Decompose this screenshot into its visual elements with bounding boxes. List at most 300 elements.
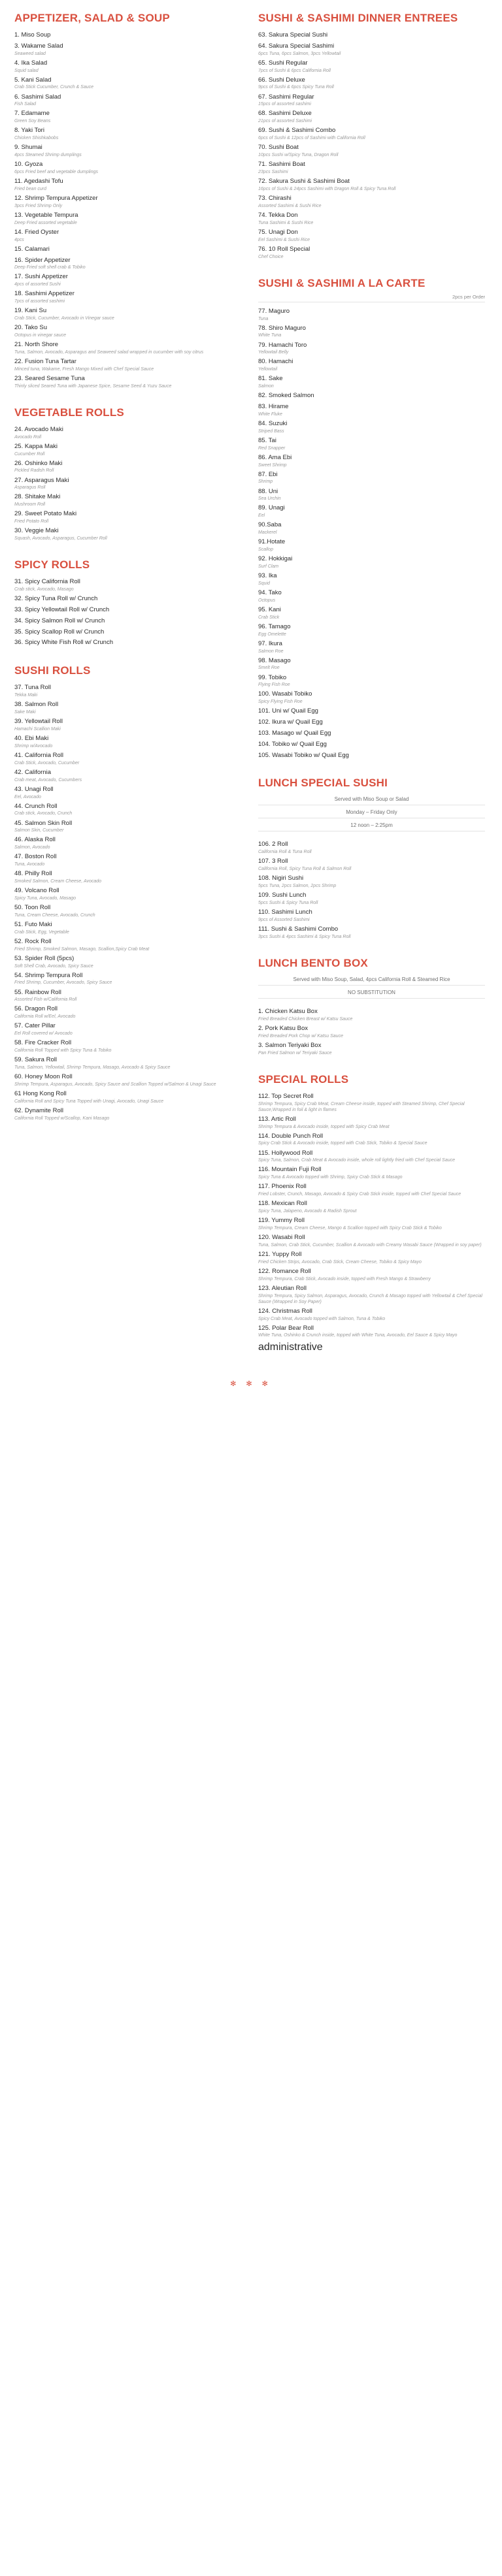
menu-item[interactable] xyxy=(14,1005,241,1020)
menu-item[interactable] xyxy=(14,921,241,935)
menu-item[interactable] xyxy=(14,820,241,834)
item-name: 15. Calamari xyxy=(14,245,50,253)
item-name: 93. Ika xyxy=(258,572,277,580)
menu-item[interactable] xyxy=(14,93,241,108)
menu-item[interactable] xyxy=(14,1090,241,1104)
menu-item[interactable] xyxy=(258,752,485,760)
item-desc: Crab stick, Avocado, Crunch xyxy=(14,811,73,816)
item-name: 108. Nigiri Sushi xyxy=(258,875,304,882)
menu-item[interactable] xyxy=(14,110,241,124)
item-desc: California Roll, Spicy Tuna Roll & Salmon Roll xyxy=(258,867,352,872)
item-desc: Spicy Crab Stick & Avocado inside, topped with Crab Stick, Tobiko & Special Sauce xyxy=(258,1141,427,1146)
menu-item[interactable] xyxy=(14,684,241,698)
item-name: 6. Sashimi Salad xyxy=(14,93,61,101)
item-name: 71. Sashimi Boat xyxy=(258,161,305,169)
item-name: 94. Tako xyxy=(258,589,282,596)
menu-item[interactable] xyxy=(14,341,241,355)
menu-item[interactable] xyxy=(258,1308,485,1322)
menu-item[interactable] xyxy=(258,1042,485,1056)
item-name: 69. Sushi & Sashimi Combo xyxy=(258,127,336,135)
menu-item[interactable] xyxy=(14,752,241,766)
menu-item[interactable] xyxy=(258,623,485,637)
menu-item[interactable] xyxy=(14,1039,241,1054)
menu-item[interactable] xyxy=(258,161,485,175)
menu-item[interactable] xyxy=(14,639,241,647)
item-desc: Red Snapper xyxy=(258,445,286,451)
item-name: 12. Shrimp Tempura Appetizer xyxy=(14,195,98,202)
item-name: 55. Rainbow Roll xyxy=(14,988,61,996)
menu-item[interactable] xyxy=(258,1116,485,1130)
menu-item[interactable] xyxy=(258,178,485,192)
menu-item[interactable] xyxy=(14,358,241,372)
item-desc: Smoked Salmon, Cream Cheese, Avocado xyxy=(14,879,102,884)
item-desc: Octopus in vinegar sauce xyxy=(14,332,66,338)
menu-item[interactable] xyxy=(258,572,485,587)
menu-item[interactable] xyxy=(14,836,241,850)
item-name: 3. Salmon Teriyaki Box xyxy=(258,1041,322,1049)
menu-item[interactable] xyxy=(14,375,241,389)
item-name: 89. Unagi xyxy=(258,504,285,512)
menu-item[interactable] xyxy=(258,76,485,91)
menu-item[interactable] xyxy=(258,538,485,553)
item-name: 7. Edamame xyxy=(14,110,50,118)
item-name: 4. Ika Salad xyxy=(14,59,48,67)
menu-item[interactable] xyxy=(14,144,241,158)
item-name: 64. Sakura Special Sashimi xyxy=(258,42,335,50)
menu-item[interactable] xyxy=(14,426,241,440)
item-desc: Shrimp xyxy=(258,479,273,485)
item-name: 88. Uni xyxy=(258,487,278,495)
item-desc: California Roll Topped with Spicy Tuna & Tobiko xyxy=(14,1048,112,1054)
menu-item[interactable] xyxy=(14,735,241,749)
item-desc: Spicy Tuna, Jalapeno, Avocado & Radish Sprout xyxy=(258,1209,357,1214)
menu-item[interactable] xyxy=(258,858,485,872)
item-desc: 9pcs of Assorted Sashimi xyxy=(258,917,310,922)
menu-item[interactable] xyxy=(14,460,241,474)
menu-item[interactable] xyxy=(14,955,241,969)
menu-item[interactable] xyxy=(14,853,241,867)
item-desc: Eel Sashimi & Sushi Rice xyxy=(258,237,310,242)
item-desc: Mackerel xyxy=(258,530,277,536)
menu-item[interactable] xyxy=(258,1251,485,1265)
menu-item[interactable] xyxy=(258,1166,485,1180)
menu-item[interactable] xyxy=(258,1008,485,1022)
item-desc: Fried Breaded Chicken Breast w/ Katsu Sauce xyxy=(258,1016,353,1022)
item-desc: Fried Shrimp, Cucumber, Avocado, Spicy Sauce xyxy=(14,980,112,986)
item-name: 101. Uni w/ Quail Egg xyxy=(258,707,318,715)
left-column xyxy=(14,12,241,1138)
menu-item[interactable] xyxy=(258,589,485,604)
menu-item[interactable] xyxy=(258,42,485,57)
item-name: 75. Unagi Don xyxy=(258,228,298,236)
menu-item[interactable] xyxy=(258,926,485,940)
menu-item[interactable] xyxy=(14,887,241,901)
menu-item[interactable] xyxy=(14,786,241,800)
item-name: 95. Kani xyxy=(258,605,281,613)
menu-item[interactable] xyxy=(14,324,241,338)
menu-item[interactable] xyxy=(258,212,485,226)
item-name: 58. Fire Cracker Roll xyxy=(14,1039,72,1047)
item-name: 20. Tako Su xyxy=(14,324,48,332)
menu-item[interactable] xyxy=(258,358,485,372)
item-name: 76. 10 Roll Special xyxy=(258,245,310,253)
item-name: 109. Sushi Lunch xyxy=(258,892,307,899)
item-desc: Cucumber Roll xyxy=(14,451,45,457)
item-name: 79. Hamachi Toro xyxy=(258,341,307,349)
item-name: 99. Tobiko xyxy=(258,673,287,681)
menu-item[interactable] xyxy=(258,640,485,654)
section-title: SUSHI & SASHIMI DINNER ENTREES xyxy=(258,12,458,24)
item-name: 5. Kani Salad xyxy=(14,76,52,84)
item-desc: Tuna, Avocado xyxy=(14,862,45,867)
item-desc: Striped Bass xyxy=(258,428,284,434)
menu-item[interactable] xyxy=(258,841,485,855)
item-name: 57. Cater Pillar xyxy=(14,1022,56,1030)
item-desc: California Roll Topped w/Scallop, Kani Masago xyxy=(14,1116,110,1121)
item-desc: Soft Shell Crab, Avocado, Spicy Sauce xyxy=(14,963,93,969)
menu-item[interactable] xyxy=(258,127,485,141)
item-desc: Hamachi Scallion Maki xyxy=(14,726,61,732)
menu-item[interactable] xyxy=(14,595,241,604)
menu-item[interactable] xyxy=(258,892,485,906)
item-desc: Tuna xyxy=(258,316,269,321)
menu-item[interactable] xyxy=(14,290,241,304)
menu-item[interactable] xyxy=(258,1234,485,1248)
bento-served-note: Served with Miso Soup, Salad, 4pcs California Roll & Steamed Rice xyxy=(293,976,450,982)
item-name: 81. Sake xyxy=(258,375,283,383)
menu-item[interactable] xyxy=(14,769,241,783)
menu-item[interactable] xyxy=(258,403,485,417)
item-name: 97. Ikura xyxy=(258,639,282,647)
menu-item[interactable] xyxy=(258,1025,485,1039)
item-desc: White Tuna xyxy=(258,333,282,338)
menu-item[interactable] xyxy=(14,229,241,243)
lunch-served-note: Served with Miso Soup or Salad xyxy=(334,796,409,803)
item-name: 1. Miso Soup xyxy=(14,31,51,39)
menu-item[interactable] xyxy=(258,674,485,688)
item-desc: 7pcs of assorted sashimi xyxy=(14,299,65,304)
menu-item[interactable] xyxy=(258,392,485,400)
menu-item[interactable] xyxy=(14,195,241,209)
item-name: 78. Shiro Maguro xyxy=(258,324,306,332)
menu-item[interactable] xyxy=(14,273,241,287)
menu-item[interactable] xyxy=(258,454,485,468)
menu-item[interactable] xyxy=(14,477,241,491)
item-name: 77. Maguro xyxy=(258,307,290,315)
item-name: 61 Hong Kong Roll xyxy=(14,1090,67,1097)
item-name: 11. Agedashi Tofu xyxy=(14,178,63,185)
menu-item[interactable] xyxy=(258,93,485,108)
menu-item[interactable] xyxy=(258,308,485,322)
item-name: 51. Futo Maki xyxy=(14,920,52,928)
item-name: 118. Mexican Roll xyxy=(258,1200,307,1208)
menu-item[interactable] xyxy=(258,59,485,74)
item-name: 13. Vegetable Tempura xyxy=(14,211,78,219)
menu-item[interactable] xyxy=(14,161,241,175)
divider xyxy=(258,998,485,999)
item-name: 42. California xyxy=(14,768,51,776)
item-desc: Shrimp Tempura, Spicy Crab Meat, Cream Cheese inside, topped with Steamed Shrimp, Chef Special Sauce,Wrapped in foil & light in flames xyxy=(258,1101,465,1112)
item-desc: Fried Lobster, Crunch, Masago, Avocado & Spicy Crab Stick inside, topped with Chef Special Sauce xyxy=(258,1192,461,1197)
item-desc: 3pcs Sushi & 4pcs Sashimi & Spicy Tuna Roll xyxy=(258,934,351,939)
menu-item[interactable] xyxy=(258,690,485,705)
item-desc: Smelt Roe xyxy=(258,666,280,671)
item-name: 22. Fusion Tuna Tartar xyxy=(14,357,76,365)
item-desc: White Tuna, Oshinko & Crunch inside, topped with White Tuna, Avocado, Eel Sauce & Spicy Mayo xyxy=(258,1333,458,1338)
item-name: 37. Tuna Roll xyxy=(14,684,51,692)
item-name: 111. Sushi & Sashimi Combo xyxy=(258,925,339,933)
menu-item[interactable] xyxy=(14,606,241,615)
menu-item[interactable] xyxy=(14,1022,241,1037)
item-name: 98. Masago xyxy=(258,656,291,664)
item-desc: 3pcs Fried Shrimp Only xyxy=(14,203,63,208)
menu-item[interactable] xyxy=(258,110,485,124)
menu-item[interactable] xyxy=(258,1150,485,1164)
item-name: 38. Salmon Roll xyxy=(14,701,59,709)
item-desc: Surf Clam xyxy=(258,564,279,569)
menu-item[interactable] xyxy=(258,741,485,749)
menu-item[interactable] xyxy=(258,195,485,209)
item-desc: Pan Fried Salmon w/ Teriyaki Sauce xyxy=(258,1050,332,1055)
menu-item[interactable] xyxy=(14,938,241,952)
item-desc: 15pcs of assorted sashimi xyxy=(258,102,311,107)
menu-columns xyxy=(14,12,488,1370)
menu-item[interactable] xyxy=(14,257,241,271)
section-title: SUSHI & SASHIMI A LA CARTE xyxy=(258,276,426,289)
item-name: 16. Spider Appetizer xyxy=(14,256,71,264)
menu-item[interactable] xyxy=(258,1093,485,1113)
item-name: 83. Hirame xyxy=(258,403,289,411)
item-list xyxy=(258,308,485,760)
item-desc: Tuna, Salmon, Yellowtail, Shrimp Tempura, Masago, Avocado & Spicy Sauce xyxy=(14,1065,171,1070)
item-desc: Spicy Tuna, Salmon, Crab Meat & Avocado inside, whole roll lightly fried with Chef Special Sauce xyxy=(258,1158,456,1163)
item-desc: 9pcs of Sushi & 6pcs Spicy Tuna Roll xyxy=(258,85,334,90)
item-name: 18. Sashimi Appetizer xyxy=(14,290,75,298)
item-name: 23. Seared Sesame Tuna xyxy=(14,374,85,382)
item-desc: Tuna, Salmon, Avocado, Asparagus and Seaweed salad wrapped in cucumber with soy citrus xyxy=(14,349,204,355)
item-desc: Fried Potato Roll xyxy=(14,519,49,524)
item-desc: Crab meat, Avocado, Cucumbers xyxy=(14,777,82,782)
item-desc: Fried Breaded Pork Chop w/ Katsu Sauce xyxy=(258,1033,343,1038)
menu-item[interactable] xyxy=(14,1107,241,1121)
item-name: 54. Shrimp Tempura Roll xyxy=(14,971,83,979)
menu-item[interactable] xyxy=(258,875,485,889)
section-title: LUNCH BENTO BOX xyxy=(258,956,368,969)
section-title: SUSHI ROLLS xyxy=(14,664,91,677)
menu-item[interactable] xyxy=(14,989,241,1003)
item-name: 102. Ikura w/ Quail Egg xyxy=(258,718,323,726)
menu-item[interactable] xyxy=(258,342,485,356)
item-name: 82. Smoked Salmon xyxy=(258,392,314,400)
item-desc: Octopus xyxy=(258,598,276,603)
item-desc: 10pcs Sushi w/Spicy Tuna, Dragon Roll xyxy=(258,153,339,158)
menu-item[interactable] xyxy=(258,144,485,158)
item-name: 105. Wasabi Tobiko w/ Quail Egg xyxy=(258,751,349,759)
menu-item[interactable] xyxy=(14,701,241,715)
item-desc: Tekka Maki xyxy=(14,693,38,698)
menu-item[interactable] xyxy=(258,325,485,339)
menu-item[interactable] xyxy=(14,628,241,637)
menu-item[interactable] xyxy=(258,1217,485,1231)
menu-item[interactable] xyxy=(258,1133,485,1147)
item-desc: Fried Chicken Strips, Avocado, Crab Stick, Cream Cheese, Tobiko & Spicy Mayo xyxy=(258,1259,422,1264)
item-desc: Assorted Fish w/California Roll xyxy=(14,997,77,1003)
menu-item[interactable] xyxy=(14,307,241,321)
menu-item[interactable] xyxy=(258,471,485,485)
menu-item[interactable] xyxy=(14,1073,241,1087)
item-desc: 5pcs Tuna, 2pcs Salmon, 2pcs Shrimp xyxy=(258,884,337,889)
menu-item[interactable] xyxy=(14,246,241,254)
menu-item[interactable] xyxy=(14,212,241,226)
item-desc: Fried bean curd xyxy=(14,186,47,191)
menu-item[interactable] xyxy=(258,606,485,620)
item-name: 27. Asparagus Maki xyxy=(14,476,69,484)
item-list xyxy=(258,1008,485,1056)
menu-item[interactable] xyxy=(14,42,241,57)
item-name: 17. Sushi Appetizer xyxy=(14,273,68,281)
menu-item[interactable] xyxy=(258,437,485,451)
item-desc: Crab stick, Avocado, Masago xyxy=(14,587,74,592)
item-desc: Crab Stick, Egg, Vegetable xyxy=(14,929,69,935)
item-desc: 21pcs of assorted Sashimi xyxy=(258,119,312,124)
section-sushi-sashimi-a-la-carte xyxy=(258,277,485,760)
menu-item[interactable] xyxy=(258,909,485,923)
menu-item[interactable] xyxy=(258,246,485,260)
item-list: 112. Top Secret Roll Shrimp Tempura, Spicy Crab Meat, Cream Cheese inside, topped with Steamed Shrimp, Chef Special Sauce,Wrapped in foil & light in flames 113. Artic Roll Shrimp Tempura & Avocado inside, topped with Spicy Crab Meat 114. Double Punch Roll Spicy Crab Stick & Avocado inside, topped with Crab Stick, Tobiko & Special Sauce 115. Hollywood Roll Spicy Tuna, Salmon, Crab Meat & Avocado inside, whole roll lightly fried with Chef Special Sauce 116. Mountain Fuji Roll Spicy Tuna & Avocado topped with Shrimp, Spicy Crab Stick & Masago 117. Phoenix Roll Fried Lobster, Crunch, Masago, Avocado & Spicy Crab Stick inside, topped with Chef Special Sauce 118. Mexican Roll Spicy Tuna, Jalapeno, Avocado & Radish Sprout 119. Yummy Roll Shrimp Tempura, Cream Cheese, Mango & Scallion topped with Spicy Crab Stick & Tobiko 120. Wasabi Roll Tuna, Salmon, Crab Stick, Cucumber, Scallion & Avocado with Creamy Wasabi Sauce (Wrapped in soy paper) 121. Yuppy Roll Fried Chicken Strips, Avocado, Crab Stick, Cream Cheese, Tobiko & Spicy Mayo 122. Romance Roll Shrimp Tempura, Crab Stick, Avocado inside, topped with Fresh Mango & Strawberry 123. Aleutian Roll Shrimp Tempura, Spicy Salmon, Asparagus, Avocado, Crunch & Masago topped with Yellowtail & Chef Special Sauce (Wrapped in Soy Paper) 124. Christmas Roll Spicy Crab Meat, Avocado topped with Salmon, Tuna & Tobiko 125. Polar Bear Roll White Tuna, Oshinko & Crunch inside, topped with White Tuna, Avocado, Eel Sauce & Spicy Mayo administrative xyxy=(258,1093,485,1353)
item-name: 66. Sushi Deluxe xyxy=(258,76,305,84)
item-name: 14. Fried Oyster xyxy=(14,228,59,236)
menu-item[interactable] xyxy=(258,1268,485,1282)
item-name: 8. Yaki Tori xyxy=(14,127,44,135)
item-name: 52. Rock Roll xyxy=(14,937,52,945)
section-title: VEGETABLE ROLLS xyxy=(14,406,124,419)
menu-item[interactable] xyxy=(258,521,485,536)
item-desc: Sea Urchin xyxy=(258,496,281,502)
menu-item[interactable] xyxy=(14,76,241,91)
item-name: 2. Pork Katsu Box xyxy=(258,1024,309,1032)
item-name: 49. Volcano Roll xyxy=(14,887,59,895)
item-name: 32. Spicy Tuna Roll w/ Crunch xyxy=(14,595,98,603)
item-list xyxy=(14,31,241,389)
item-desc: 16pcs of Sushi & 24pcs Sashimi with Dragon Roll & Spicy Tuna Roll xyxy=(258,186,396,191)
item-desc: Shrimp Tempura, Asparagus, Avocado, Spicy Sauce and Scallion Topped w/Salmon & Unagi Sauce xyxy=(14,1082,216,1087)
item-desc: Chicken Shishkabobs xyxy=(14,136,59,141)
item-name: 24. Avocado Maki xyxy=(14,425,63,433)
menu-item[interactable] xyxy=(258,707,485,716)
menu-item[interactable] xyxy=(258,504,485,519)
menu-item[interactable] xyxy=(258,229,485,243)
menu-item[interactable] xyxy=(14,904,241,918)
menu-item[interactable] xyxy=(14,178,241,192)
footer-flowers: ✻ ✻ ✻ xyxy=(230,1379,272,1388)
item-name: 40. Ebi Maki xyxy=(14,734,49,742)
item-name: 70. Sushi Boat xyxy=(258,144,299,152)
right-column xyxy=(258,12,485,1370)
item-name: 67. Sashimi Regular xyxy=(258,93,314,101)
menu-item[interactable] xyxy=(14,972,241,986)
menu-item[interactable] xyxy=(258,1183,485,1197)
menu-item[interactable] xyxy=(14,31,241,40)
section-lunch-special-sushi xyxy=(258,777,485,939)
menu-item[interactable] xyxy=(258,718,485,727)
item-desc: Crab Stick Cucumber, Crunch & Sauce xyxy=(14,85,93,90)
item-name: 72. Sakura Sushi & Sashimi Boat xyxy=(258,178,350,185)
item-desc: Salmon xyxy=(258,384,274,389)
menu-item[interactable] xyxy=(14,443,241,457)
item-desc: Yellowtail Belly xyxy=(258,350,289,355)
menu-item[interactable] xyxy=(14,870,241,884)
item-desc: Eel, Avocado xyxy=(14,794,41,799)
item-name: 28. Shitake Maki xyxy=(14,493,61,501)
menu-item[interactable] xyxy=(14,718,241,732)
item-desc: Green Soy Beans xyxy=(14,119,51,124)
item-list xyxy=(14,426,241,541)
item-name: 34. Spicy Salmon Roll w/ Crunch xyxy=(14,617,105,624)
menu-item[interactable] xyxy=(14,527,241,541)
item-desc: Shrimp Tempura, Cream Cheese, Mango & Scallion topped with Spicy Crab Stick & Tobiko xyxy=(258,1225,442,1231)
item-desc: Salmon, Avocado xyxy=(14,845,50,850)
item-name: 124. Christmas Roll xyxy=(258,1307,312,1315)
menu-item[interactable] xyxy=(14,59,241,74)
item-desc: Tuna Sashimi & Sushi Rice xyxy=(258,220,314,225)
menu-item[interactable] xyxy=(258,488,485,502)
menu-item[interactable] xyxy=(258,730,485,738)
item-desc: 4pcs of assorted Sushi xyxy=(14,282,61,287)
item-name: 90.Saba xyxy=(258,521,282,529)
section-title: LUNCH SPECIAL SUSHI xyxy=(258,777,388,790)
item-desc: 4pcs xyxy=(14,237,24,242)
menu-item[interactable] xyxy=(258,1200,485,1214)
item-name: 121. Yuppy Roll xyxy=(258,1250,302,1258)
item-desc: Crab Stick, Cucumber, Avocado in Vinegar sauce xyxy=(14,316,114,321)
section-appetizer-salad-soup xyxy=(14,12,241,389)
menu-item[interactable] xyxy=(258,1285,485,1305)
menu-item[interactable] xyxy=(258,555,485,570)
item-desc: 7pcs of Sushi & 6pcs California Roll xyxy=(258,68,331,73)
item-desc: Squid salad xyxy=(14,68,39,73)
menu-item[interactable] xyxy=(14,510,241,524)
item-desc: Flying Fish Roe xyxy=(258,683,290,688)
divider xyxy=(258,985,485,986)
menu-item[interactable] xyxy=(14,617,241,626)
menu-item[interactable] xyxy=(14,493,241,507)
item-name: 25. Kappa Maki xyxy=(14,442,58,450)
item-name: 59. Sakura Roll xyxy=(14,1056,57,1064)
item-desc: Eel Roll covered w/ Avocado xyxy=(14,1031,73,1037)
menu-item[interactable] xyxy=(258,31,485,40)
menu-item[interactable] xyxy=(258,657,485,671)
item-name: 110. Sashimi Lunch xyxy=(258,909,312,916)
item-desc: Sweet Shrimp xyxy=(258,462,287,468)
item-desc: Yellowtail xyxy=(258,367,278,372)
menu-item[interactable] xyxy=(14,578,241,592)
section-vegetable-rolls xyxy=(14,406,241,541)
menu-item[interactable] xyxy=(258,420,485,434)
item-name: 106. 2 Roll xyxy=(258,841,288,848)
item-name: 29. Sweet Potato Maki xyxy=(14,510,77,518)
item-desc: Shrimp Tempura & Avocado inside, topped with Spicy Crab Meat xyxy=(258,1124,390,1129)
item-name: 115. Hollywood Roll xyxy=(258,1149,313,1157)
menu-item[interactable] xyxy=(14,1056,241,1071)
menu-item[interactable] xyxy=(14,127,241,141)
menu-item[interactable] xyxy=(14,803,241,817)
item-name: 113. Artic Roll xyxy=(258,1115,296,1123)
item-name: 48. Philly Roll xyxy=(14,870,52,878)
item-list xyxy=(14,578,241,647)
menu-item[interactable] xyxy=(258,375,485,389)
menu-item[interactable] xyxy=(258,1325,485,1339)
item-desc: Chef Choice xyxy=(258,254,284,259)
